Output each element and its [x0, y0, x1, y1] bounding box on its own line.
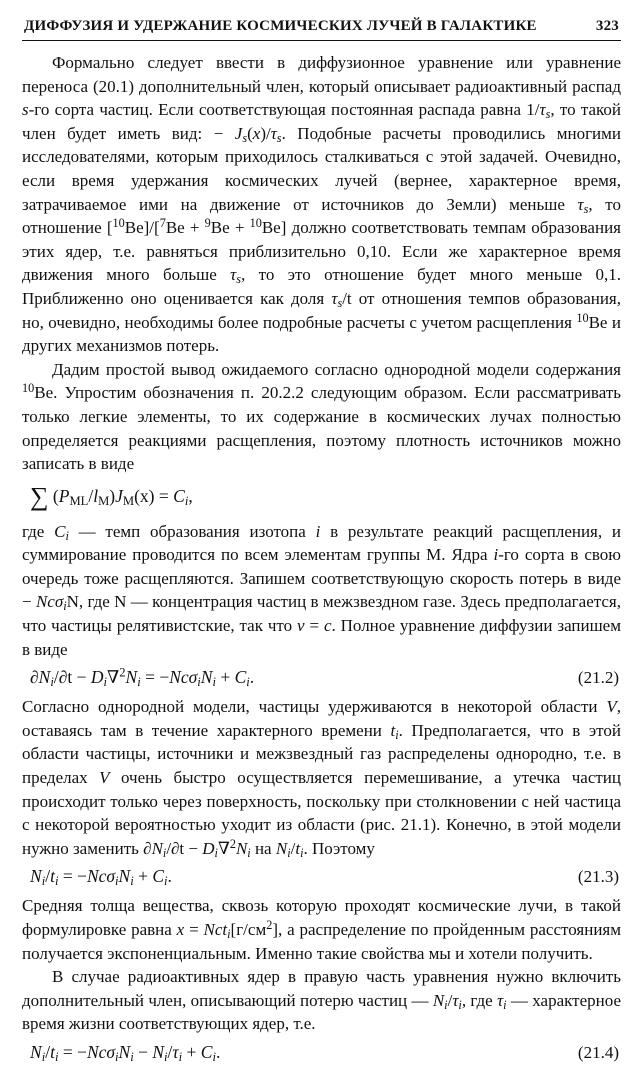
equation-number: (21.2) [577, 668, 619, 688]
chapter-title: ДИФФУЗИЯ И УДЕРЖАНИЕ КОСМИЧЕСКИХ ЛУЧЕЙ В ГАЛАКТИКЕ [24, 18, 537, 34]
equation-text: $\partial N_i/\partial t - D_i\nabla^2N_i = -Nc\sigma_iN_i + C_i$. [30, 665, 255, 690]
paragraph-radioactive-term: В случае радиоактивных ядер в правую часть уравнения нужно включить дополнительный член, описывающий потерю частиц — $N_i/\tau_i$, где $\tau_i$ — характерное время жизни соответствующих ядер, т.е. [22, 967, 621, 1034]
equation-text: ∑ $(P_{ML}/l_M)J_M(x) = C_i$, [30, 481, 193, 511]
equation-source-sum [22, 476, 621, 520]
paragraph-spallation: где $C_i$ — темп образования изотопа i в результате реакций расщепления, и суммирование проводится по всем элементам группы М. Ядра i-го сорта в свою очередь тоже расщепляются. Запишем соответствующую скорость потерь в виде − Ncσ$_i$N, где N — концентрация частиц в межзвездном газе. Здесь предполагается, что частицы релятивистские, так что v = c. Полное уравнение диффузии запишем в виде [22, 521, 622, 659]
equation-text: $N_i/t_i = -Nc\sigma_iN_i - N_i/\tau_i + C_i$. [30, 1041, 221, 1065]
running-header [22, 12, 621, 41]
paragraph-homogeneous-model: Дадим простой вывод ожидаемого согласно однородной модели содержания $^{10}$Be. Упростим обозначения п. 20.2.2 следующим образом. Если рассматривать только легкие элементы, то их содержание в космических лучах полностью определяется реакциями расщепления, поэтому плотность источников можно записать в виде [22, 359, 621, 474]
book-page [22, 12, 621, 1070]
page-number: 323 [595, 18, 619, 34]
equation-text: $N_i/t_i = -Nc\sigma_iN_i + C_i$. [30, 866, 172, 889]
equation-number: (21.3) [577, 867, 619, 887]
page-body [22, 51, 621, 1070]
equation-21-4 [22, 1036, 621, 1070]
paragraph-grammage: Средняя толща вещества, сквозь которую проходят космические лучи, в такой формулировке равна $x = Nct_i[г/см^2]$, а распределение по пройденным расстояниям получается экспоненциальным. Именно такие свойства мы и хотели получить. [22, 896, 621, 963]
paragraph-leaky-box: Согласно однородной модели, частицы удерживаются в некоторой области V, оставаясь там в течение характерного времени $t_i$. Предполагается, что в этой области частицы, источники и межзвездный газ распределены однородно, т.е. в пределах V очень быстро осуществляется перемешивание, а утечка частиц происходит только через поверхность, поскольку при столкновении с ней частица с некоторой вероятностью уходит из области (рис. 21.1). Конечно, в этой модели нужно заменить $\partial N_i/\partial t - D_i\nabla^2N_i$ на $N_i/t_i$. Поэтому [22, 697, 621, 860]
equation-number: (21.4) [577, 1042, 619, 1062]
equation-21-2 [22, 661, 621, 695]
paragraph-radioactive-decay: Формально следует ввести в диффузионное уравнение или уравнение переноса (20.1) дополнительный член, который описывает радиоактивный распад s-го сорта частиц. Если соответствующая постоянная распада равна $1/\tau_s$, то такой член будет иметь вид: − $J_s(x)/\tau_s$. Подобные расчеты проводились многими исследователями, которым приходилось сталкиваться с этой задачей. Очевидно, если время удержания космических лучей (вернее, характерное время, затрачиваемое ими на движение от источников до Земли) меньше $\tau_s$, то отношение [$^{10}$Be]/[$^7$Be + $^9$Be + $^{10}$Be] должно соответствовать темпам образования этих ядер, т.е. равняться приблизительно 0,10. Если же характерное время движения много больше $\tau_s$, то это отношение будет много меньше 0,1. Приближенно оно оценивается как доля $\tau_s/t$ от отношения темпов образования, но, очевидно, необходимы более подробные расчеты с учетом расщепления $^{10}$Be и других механизмов потерь. [22, 53, 622, 356]
equation-21-3 [22, 860, 621, 894]
